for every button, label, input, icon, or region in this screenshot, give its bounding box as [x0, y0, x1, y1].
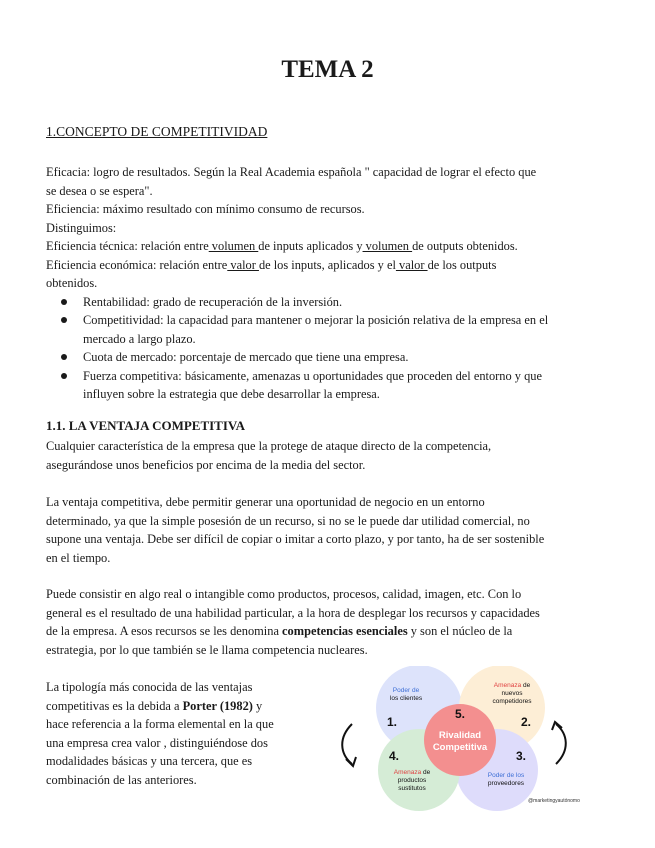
clientes-label-1: Poder de	[392, 687, 420, 694]
bullet-dot-icon	[61, 354, 67, 360]
eficiencia-tecnica-line: Eficiencia técnica: relación entre volumen de inputs aplicados y volumen de outputs obtenidos.	[46, 239, 518, 253]
center-label-1: Rivalidad	[438, 730, 482, 741]
diagram-credit: @marketingyautónomo	[528, 798, 580, 804]
eficacia-line-2: se desea o se espera".	[46, 183, 153, 198]
center-number: 5.	[454, 707, 466, 721]
sustitutos-label-3: sustitutos	[398, 785, 426, 792]
distinguimos-line: Distinguimos:	[46, 220, 117, 235]
list-item: Fuerza competitiva: básicamente, amenazas u oportunidades que proceden del entorno y que influyen sobre la estrategia que debe desarrollar la empresa.	[46, 367, 611, 404]
bullet-dot-icon	[61, 317, 67, 323]
sustitutos-number: 4.	[388, 749, 400, 763]
definitions-block	[46, 163, 611, 404]
bullet-dot-icon	[61, 373, 67, 379]
proveedores-label-1: Poder de los	[487, 772, 525, 779]
section-heading-concepto: 1.CONCEPTO DE COMPETITIVIDAD	[46, 124, 268, 139]
nuevos-label-2: nuevos	[501, 690, 523, 697]
clientes-label-2: los clientes	[389, 695, 423, 702]
bullet-list	[46, 293, 611, 404]
sustitutos-label-1: Amenaza de	[393, 769, 431, 776]
paragraph-3: Puede consistir en algo real o intangible como productos, procesos, calidad, imagen, etc. Con lo general es el resultado de una habilidad particular, a la hora de desplegar los recursos y capacidades de la empresa. A esos recursos se les denomina competencias esenciales y son el núcleo de la estrategia, por lo que también se le llama competencia nucleares.	[46, 587, 540, 657]
eficacia-line-1: Eficacia: logro de resultados. Según la Real Academia española " capacidad de lograr el efecto que	[46, 165, 537, 179]
paragraph-4: La tipología más conocida de las ventajas competitivas es la debida a Porter (1982) y hace referencia a la forma elemental en la que una empresa crea valor , distinguiéndose dos modalidades básicas y una tercera, que es combinación de las anteriores.	[46, 680, 274, 787]
center-label-2: Competitiva	[432, 742, 488, 753]
subsection-heading-ventaja: 1.1. LA VENTAJA COMPETITIVA	[46, 418, 246, 433]
list-item: Cuota de mercado: porcentaje de mercado que tiene una empresa.	[46, 348, 611, 367]
proveedores-label-2: proveedores	[487, 780, 525, 787]
nuevos-number: 2.	[520, 715, 532, 729]
clientes-number: 1.	[386, 715, 398, 729]
curved-arrow-right-icon	[556, 724, 566, 764]
list-item: Rentabilidad: grado de recuperación de la inversión.	[46, 293, 611, 312]
nuevos-label-1: Amenaza de	[493, 682, 531, 689]
eficiencia-economica-line-2: obtenidos.	[46, 276, 98, 290]
proveedores-number: 3.	[515, 749, 527, 763]
bullet-dot-icon	[61, 299, 67, 305]
paragraph-1: Cualquier característica de la empresa que la protege de ataque directo de la competencia, asegurándose unos beneficios por encima de la media del sector.	[46, 439, 492, 472]
page-title: TEMA 2	[281, 56, 374, 83]
nuevos-label-3: competidores	[492, 698, 532, 705]
porter-five-forces-diagram	[330, 666, 600, 816]
paragraph-2: La ventaja competitiva, debe permitir generar una oportunidad de negocio en un entorno determinado, ya que la simple posesión de un recurso, si no se le puede dar utilidad comercial, no supone una ventaja. Debe ser difícil de copiar o imitar a corto plazo, y por tanto, ha de ser sostenible en el tiempo.	[46, 495, 545, 565]
list-item: Competitividad: la capacidad para mantener o mejorar la posición relativa de la empresa en el mercado a largo plazo.	[46, 311, 611, 348]
curved-arrow-left-icon	[342, 724, 352, 764]
sustitutos-label-2: productos	[397, 777, 427, 784]
eficiencia-economica-line: Eficiencia económica: relación entre valor de los inputs, aplicados y el valor de los outputs	[46, 257, 497, 272]
eficiencia-line: Eficiencia: máximo resultado con mínimo consumo de recursos.	[46, 202, 365, 216]
